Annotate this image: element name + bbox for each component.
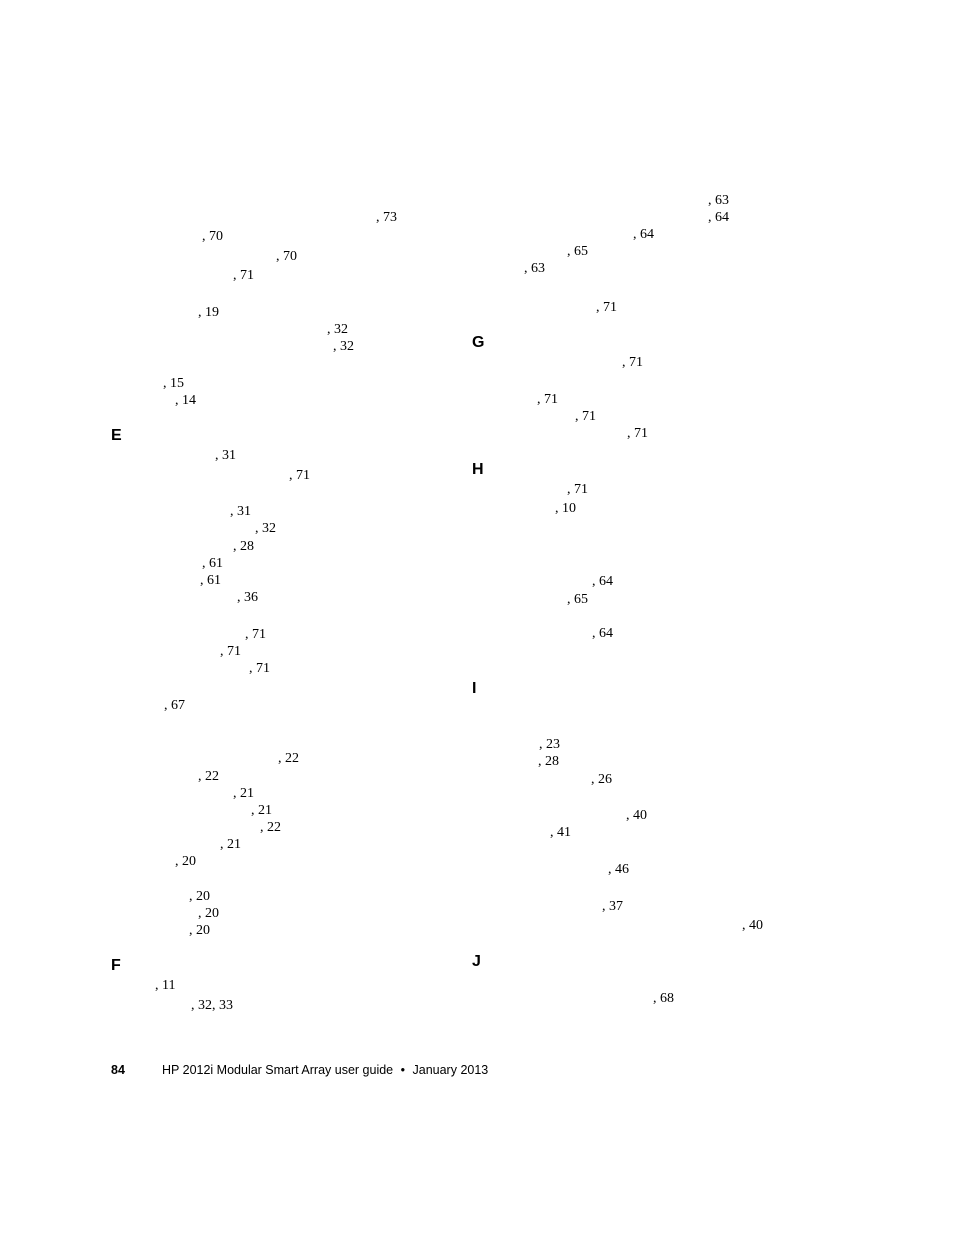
index-entry: , 32: [333, 339, 354, 354]
index-entry: , 64: [592, 574, 613, 589]
index-entry: , 64: [708, 210, 729, 225]
footer-date: January 2013: [412, 1063, 489, 1077]
index-entry: , 20: [198, 906, 219, 921]
index-entry: , 65: [567, 592, 588, 607]
index-entry: , 22: [198, 769, 219, 784]
index-entry: , 41: [550, 825, 571, 840]
index-entry: , 61: [202, 556, 223, 571]
section-heading-i: I: [472, 680, 477, 697]
index-entry: , 22: [260, 820, 281, 835]
index-entry: , 20: [175, 854, 196, 869]
section-heading-e: E: [111, 427, 122, 444]
index-entry: , 71: [537, 392, 558, 407]
footer-separator: •: [400, 1063, 406, 1077]
index-entry: , 10: [555, 501, 576, 516]
index-entry: , 32: [255, 521, 276, 536]
index-entry: , 32: [327, 322, 348, 337]
index-entry: , 64: [592, 626, 613, 641]
index-entry: , 31: [215, 448, 236, 463]
index-entry: , 21: [251, 803, 272, 818]
page-footer: [111, 1062, 488, 1078]
index-entry: , 28: [538, 754, 559, 769]
index-entry: , 46: [608, 862, 629, 877]
index-entry: , 21: [233, 786, 254, 801]
index-entry: , 63: [524, 261, 545, 276]
section-heading-j: J: [472, 953, 481, 970]
index-entry: , 71: [567, 482, 588, 497]
index-entry: , 37: [602, 899, 623, 914]
index-entry: , 32, 33: [191, 998, 233, 1013]
index-entry: , 21: [220, 837, 241, 852]
index-entry: , 71: [233, 268, 254, 283]
index-entry: , 40: [742, 918, 763, 933]
index-entry: , 15: [163, 376, 184, 391]
index-entry: , 20: [189, 889, 210, 904]
index-entry: , 71: [249, 661, 270, 676]
index-entry: , 14: [175, 393, 196, 408]
index-entry: , 20: [189, 923, 210, 938]
index-entry: , 67: [164, 698, 185, 713]
index-entry: , 71: [245, 627, 266, 642]
section-heading-f: F: [111, 957, 121, 974]
index-entry: , 70: [276, 249, 297, 264]
index-entry: , 22: [278, 751, 299, 766]
index-entry: , 71: [289, 468, 310, 483]
index-entry: , 23: [539, 737, 560, 752]
footer-title: HP 2012i Modular Smart Array user guide: [162, 1063, 394, 1077]
index-entry: , 71: [220, 644, 241, 659]
index-entry: , 11: [155, 978, 176, 993]
index-entry: , 70: [202, 229, 223, 244]
index-entry: , 26: [591, 772, 612, 787]
index-entry: , 28: [233, 539, 254, 554]
index-entry: , 71: [575, 409, 596, 424]
index-entry: , 19: [198, 305, 219, 320]
index-entry: , 63: [708, 193, 729, 208]
index-entry: , 68: [653, 991, 674, 1006]
index-entry: , 64: [633, 227, 654, 242]
index-entry: , 71: [622, 355, 643, 370]
index-entry: , 65: [567, 244, 588, 259]
index-entry: , 73: [376, 210, 397, 225]
index-entry: , 40: [626, 808, 647, 823]
index-entry: , 36: [237, 590, 258, 605]
index-entry: , 71: [627, 426, 648, 441]
page-number: 84: [111, 1063, 125, 1077]
index-entry: , 71: [596, 300, 617, 315]
section-heading-h: H: [472, 461, 484, 478]
index-entry: , 61: [200, 573, 221, 588]
index-entry: , 31: [230, 504, 251, 519]
section-heading-g: G: [472, 334, 485, 351]
